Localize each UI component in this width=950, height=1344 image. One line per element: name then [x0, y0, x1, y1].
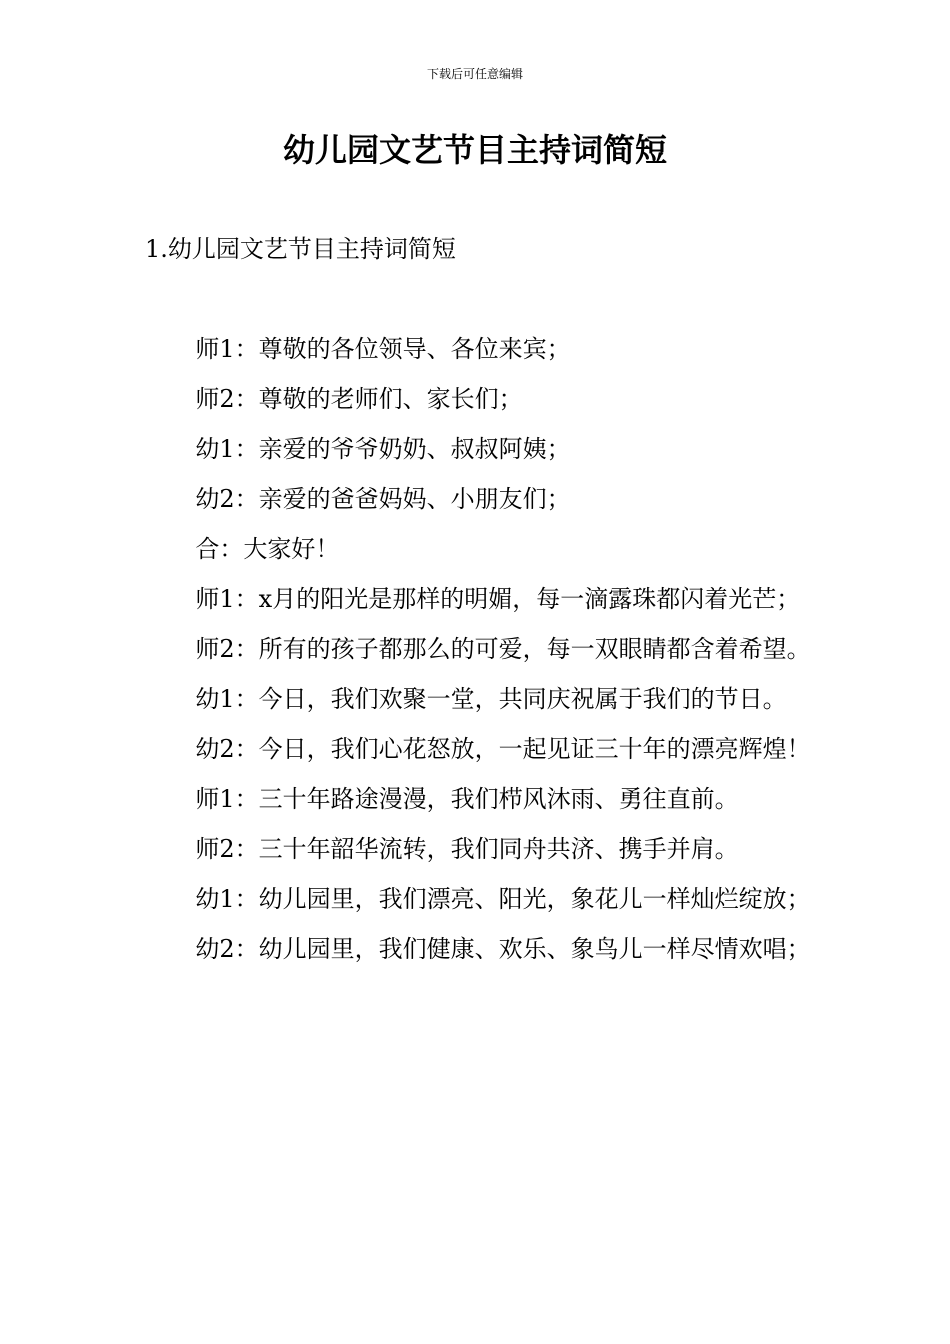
script-line: 师2：所有的孩子都那么的可爱，每一双眼睛都含着希望。: [195, 635, 811, 663]
script-line: 师2：三十年韶华流转，我们同舟共济、携手并肩。: [195, 835, 739, 863]
script-line: 师1：x月的阳光是那样的明媚，每一滴露珠都闪着光芒；: [195, 585, 801, 613]
script-line: 合：大家好！: [195, 535, 340, 563]
document-title: 幼儿园文艺节目主持词简短: [282, 131, 667, 169]
script-line: 幼1：幼儿园里，我们漂亮、阳光，象花儿一样灿烂绽放；: [195, 885, 811, 913]
script-line: 幼2：幼儿园里，我们健康、欢乐、象鸟儿一样尽情欢唱；: [195, 935, 811, 963]
script-line: 师1：尊敬的各位领导、各位来宾；: [195, 335, 571, 363]
script-body: [145, 324, 813, 974]
script-line: 幼1：亲爱的爷爷奶奶、叔叔阿姨；: [195, 435, 571, 463]
header-note: 下载后可任意编辑: [426, 67, 523, 81]
script-line: 幼2：今日，我们心花怒放，一起见证三十年的漂亮辉煌！: [195, 735, 811, 763]
section-heading: 1.幼儿园文艺节目主持词简短: [145, 235, 456, 263]
script-line: 幼1：今日，我们欢聚一堂，共同庆祝属于我们的节日。: [195, 685, 787, 713]
script-line: 幼2：亲爱的爸爸妈妈、小朋友们；: [195, 485, 571, 513]
script-line: 师1：三十年路途漫漫，我们栉风沐雨、勇往直前。: [195, 785, 739, 813]
script-line: 师2：尊敬的老师们、家长们；: [195, 385, 523, 413]
